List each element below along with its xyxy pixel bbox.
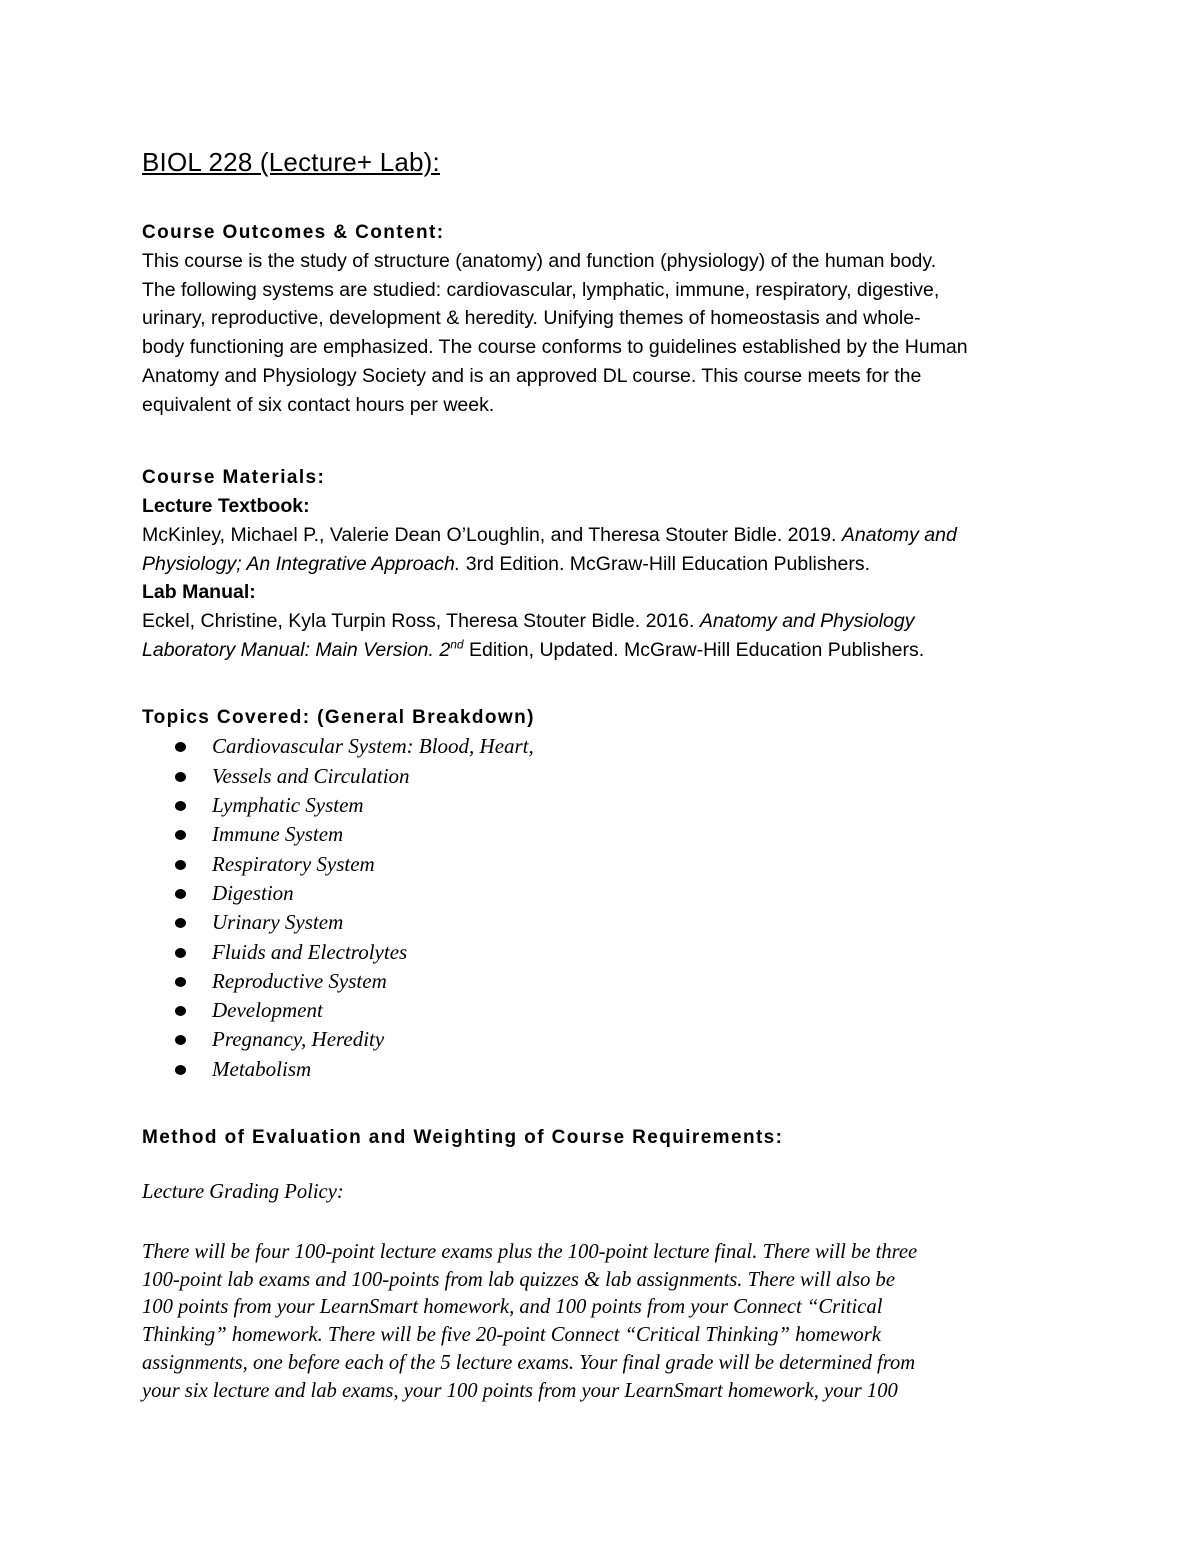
materials-heading: Course Materials: xyxy=(142,467,326,489)
topic-label: Reproductive System xyxy=(212,968,387,993)
topic-label: Digestion xyxy=(212,880,294,905)
bullet-icon xyxy=(175,1035,186,1045)
outcomes-paragraph xyxy=(142,247,1072,419)
bullet-icon xyxy=(175,977,186,987)
textbook-title-part2: Physiology; An Integrative Approach. xyxy=(142,552,461,575)
list-item xyxy=(142,1055,1072,1084)
topic-label: Metabolism xyxy=(212,1056,312,1081)
manual-title-part1: Anatomy and Physiology xyxy=(699,610,915,633)
bullet-icon xyxy=(175,772,186,782)
bullet-icon xyxy=(175,742,186,752)
policy-paragraph xyxy=(142,1239,1072,1406)
topic-label: Fluids and Electrolytes xyxy=(212,939,408,964)
topics-heading: Topics Covered: (General Breakdown) xyxy=(142,707,535,729)
manual-citation-line1 xyxy=(142,607,1072,636)
document-content xyxy=(142,145,1072,1406)
list-item xyxy=(142,732,1072,761)
list-item xyxy=(142,938,1072,967)
policy-line: assignments, one before each of the 5 lecture exams. Your final grade will be determined from xyxy=(142,1351,916,1374)
bullet-icon xyxy=(175,948,186,958)
topic-label: Vessels and Circulation xyxy=(212,763,410,788)
topic-label: Pregnancy, Heredity xyxy=(212,1027,385,1052)
bullet-icon xyxy=(175,801,186,811)
bullet-icon xyxy=(175,1006,186,1016)
list-item xyxy=(142,908,1072,937)
bullet-icon xyxy=(175,918,186,928)
textbook-citation-line2 xyxy=(142,550,1072,579)
manual-edition: Edition, Updated. McGraw-Hill Education Publishers. xyxy=(463,638,925,661)
topic-label: Respiratory System xyxy=(212,851,375,876)
policy-line: 100-point lab exams and 100-points from lab quizzes & lab assignments. There will also be xyxy=(142,1268,895,1291)
textbook-label: Lecture Textbook: xyxy=(142,495,310,518)
policy-line: Thinking” homework. There will be five 20-point Connect “Critical Thinking” homework xyxy=(142,1324,881,1347)
policy-line: 100 points from your LearnSmart homework, and 100 points from your Connect “Critical xyxy=(142,1296,883,1319)
policy-line: your six lecture and lab exams, your 100 points from your LearnSmart homework, your 100 xyxy=(142,1379,898,1402)
outcomes-heading: Course Outcomes & Content: xyxy=(142,222,445,243)
outcomes-line: The following systems are studied: cardiovascular, lymphatic, immune, respiratory, digestive, xyxy=(142,278,940,301)
list-item xyxy=(142,762,1072,791)
lab-manual-label: Lab Manual: xyxy=(142,581,256,604)
textbook-title-part1: Anatomy and xyxy=(841,523,957,546)
topic-label: Lymphatic System xyxy=(212,793,364,818)
list-item xyxy=(142,1025,1072,1054)
evaluation-heading: Method of Evaluation and Weighting of Course Requirements: xyxy=(142,1127,784,1148)
manual-authors: Eckel, Christine, Kyla Turpin Ross, Theresa Stouter Bidle. 2016. xyxy=(142,610,700,633)
course-title: BIOL 228 (Lecture+ Lab): xyxy=(142,147,440,177)
policy-title: Lecture Grading Policy: xyxy=(142,1181,344,1203)
list-item xyxy=(142,791,1072,820)
outcomes-line: Anatomy and Physiology Society and is an approved DL course. This course meets for the xyxy=(142,364,922,387)
topic-label: Development xyxy=(212,998,323,1023)
bullet-icon xyxy=(175,860,186,870)
topics-list xyxy=(142,732,1072,1084)
outcomes-line: This course is the study of structure (anatomy) and function (physiology) of the human body. xyxy=(142,250,937,272)
bullet-icon xyxy=(175,830,186,840)
bullet-icon xyxy=(175,889,186,899)
manual-edition-ordinal: nd xyxy=(450,637,464,652)
list-item xyxy=(142,967,1072,996)
topic-label: Immune System xyxy=(212,822,344,847)
list-item xyxy=(142,820,1072,849)
policy-line: There will be four 100-point lecture exams plus the 100-point lecture final. There will be three xyxy=(142,1240,918,1263)
manual-title-part2: Laboratory Manual: Main Version. 2 xyxy=(142,638,451,661)
list-item xyxy=(142,996,1072,1025)
list-item xyxy=(142,850,1072,879)
textbook-edition: 3rd Edition. McGraw-Hill Education Publishers. xyxy=(460,552,870,575)
textbook-authors: McKinley, Michael P., Valerie Dean O’Loughlin, and Theresa Stouter Bidle. 2019. xyxy=(142,523,842,546)
outcomes-line: body functioning are emphasized. The course conforms to guidelines established by the Human xyxy=(142,336,968,359)
textbook-citation-line1 xyxy=(142,521,1072,550)
outcomes-line: equivalent of six contact hours per week. xyxy=(142,393,495,416)
topic-label: Urinary System xyxy=(212,910,344,935)
list-item xyxy=(142,879,1072,908)
outcomes-line: urinary, reproductive, development & heredity. Unifying themes of homeostasis and whole- xyxy=(142,307,921,330)
bullet-icon xyxy=(175,1065,186,1075)
topic-label: Cardiovascular System: Blood, Heart, xyxy=(212,734,534,759)
manual-citation-line2 xyxy=(142,636,1072,665)
